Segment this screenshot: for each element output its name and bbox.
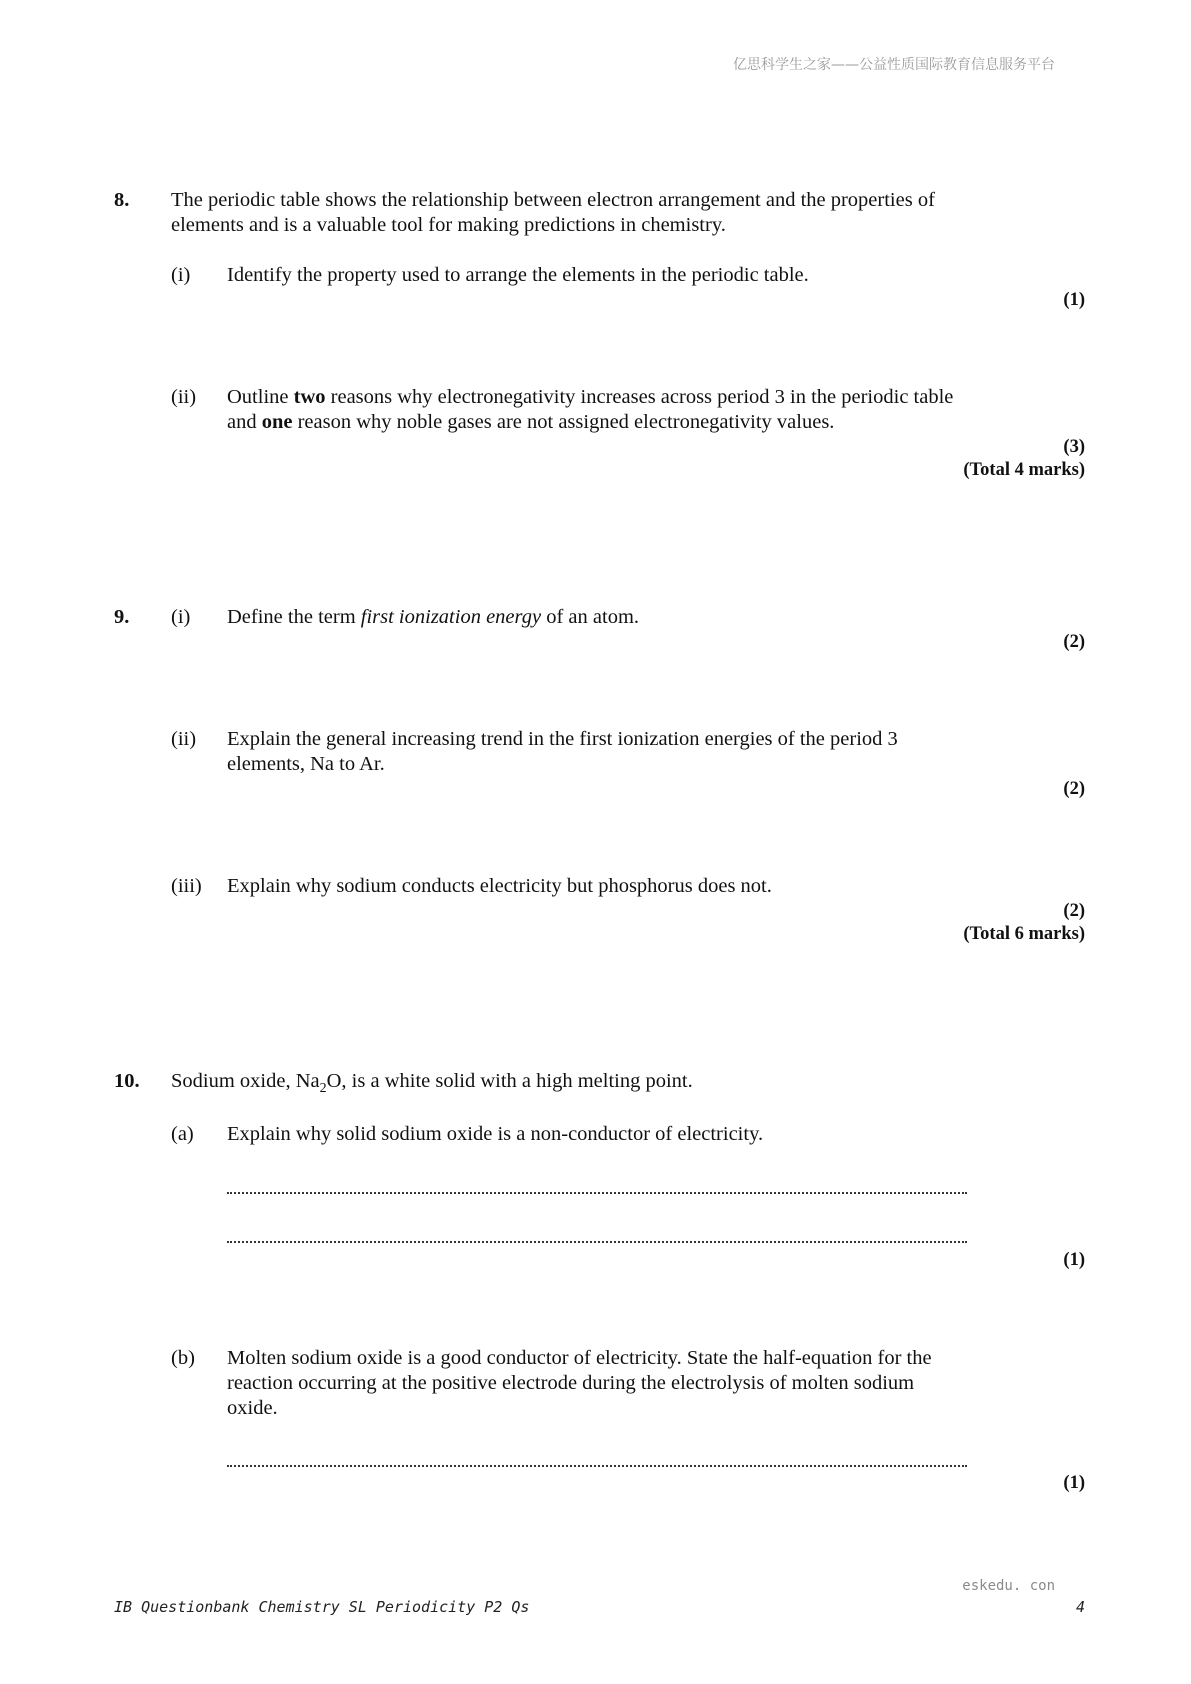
emphasis-two: two xyxy=(293,386,326,408)
question-9-part-ii-line2: elements, Na to Ar. xyxy=(227,753,385,775)
question-8-part-i-text: Identify the property used to arrange the elements in the periodic table. xyxy=(227,264,809,286)
question-8-stem-line1: The periodic table shows the relationship between electron arrangement and the properties of xyxy=(171,189,935,211)
footer-title: IB Questionbank Chemistry SL Periodicity P2 Qs xyxy=(114,1598,530,1616)
question-10-part-b-marks: (1) xyxy=(1063,1473,1085,1493)
question-10-part-b-line1: Molten sodium oxide is a good conductor of electricity. State the half-equation for the xyxy=(227,1347,932,1369)
answer-line[interactable] xyxy=(227,1190,967,1194)
question-10-part-a-marks: (1) xyxy=(1063,1250,1085,1270)
question-9-number: 9. xyxy=(114,606,130,628)
question-8-part-i-label: (i) xyxy=(171,264,191,286)
question-10-part-b-line3: oxide. xyxy=(227,1397,278,1419)
question-10-part-a-label: (a) xyxy=(171,1123,194,1145)
question-9-part-i-marks: (2) xyxy=(1063,632,1085,652)
question-9-part-i-label: (i) xyxy=(171,606,191,628)
question-9-part-ii-label: (ii) xyxy=(171,728,197,750)
answer-line[interactable] xyxy=(227,1463,967,1467)
answer-line[interactable] xyxy=(227,1239,967,1243)
page-number: 4 xyxy=(1075,1598,1085,1616)
question-9-part-iii-label: (iii) xyxy=(171,875,202,897)
question-9-part-iii-text: Explain why sodium conducts electricity but phosphorus does not. xyxy=(227,875,772,897)
question-9-part-ii-line1: Explain the general increasing trend in the first ionization energies of the period 3 xyxy=(227,728,898,750)
question-10-stem: Sodium oxide, $Na_2O$, is a white solid with a high melting point. xyxy=(171,1070,693,1097)
question-8-stem-line2: elements and is a valuable tool for making predictions in chemistry. xyxy=(171,214,726,236)
question-8-part-ii-line1: Outline two reasons why electronegativity increases across period 3 in the periodic table xyxy=(227,386,954,408)
question-8-part-ii-line2: and one reason why noble gases are not assigned electronegativity values. xyxy=(227,411,835,433)
question-9-part-ii-marks: (2) xyxy=(1063,779,1085,799)
question-10-number: 10. xyxy=(114,1070,140,1092)
watermark: eskedu. con xyxy=(962,1578,1055,1594)
emphasis-one: one xyxy=(261,411,293,433)
question-10-part-b-label: (b) xyxy=(171,1347,195,1369)
question-9-total-marks: (Total 6 marks) xyxy=(963,924,1085,944)
question-9-part-iii-marks: (2) xyxy=(1063,901,1085,921)
subscript-2: 2 xyxy=(319,1081,327,1097)
question-8-part-i-marks: (1) xyxy=(1063,290,1085,310)
question-10-part-a-text: Explain why solid sodium oxide is a non-conductor of electricity. xyxy=(227,1123,764,1145)
question-10-part-b-line2: reaction occurring at the positive electrode during the electrolysis of molten sodium xyxy=(227,1372,915,1394)
term-first-ionization-energy: first ionization energy xyxy=(360,606,542,628)
site-header: 亿思科学生之家——公益性质国际教育信息服务平台 xyxy=(733,57,1055,73)
question-8-number: 8. xyxy=(114,189,130,211)
question-8-total-marks: (Total 4 marks) xyxy=(963,460,1085,480)
question-9-part-i-text: Define the term first ionization energy of an atom. xyxy=(227,606,640,628)
question-8-part-ii-label: (ii) xyxy=(171,386,197,408)
question-8-part-ii-marks: (3) xyxy=(1063,437,1085,457)
